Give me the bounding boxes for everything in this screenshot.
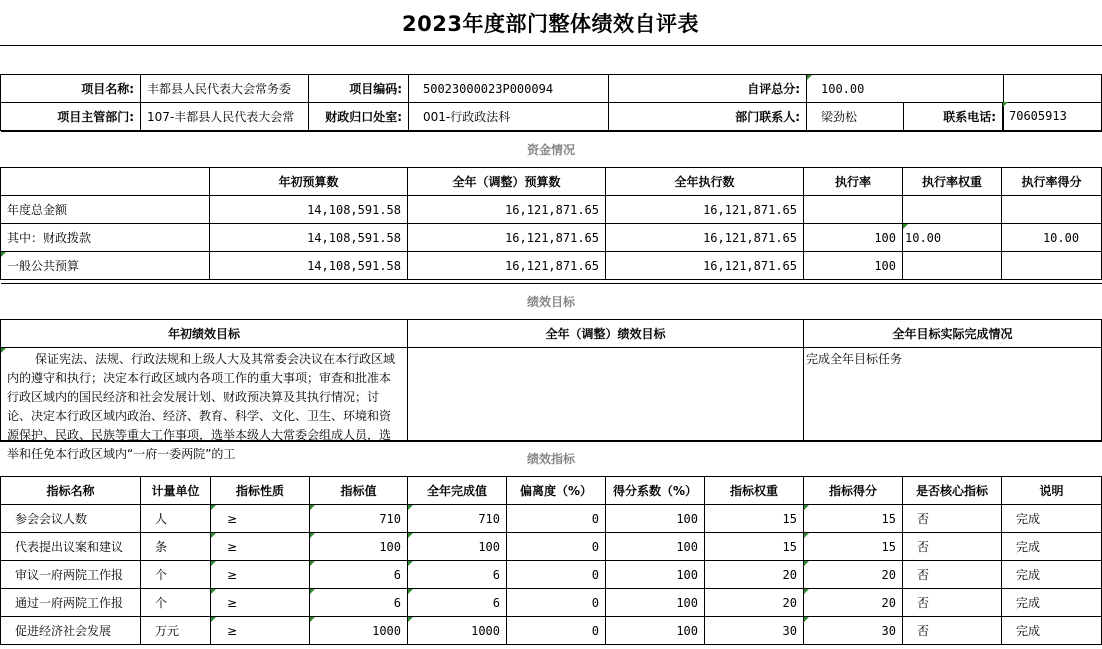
funds-row-label: 年度总金额 [1, 196, 210, 224]
page-title: 2023年度部门整体绩效自评表 [0, 0, 1101, 46]
funds-adjusted-cell[interactable]: 16,121,871.65 [408, 196, 606, 224]
indicator-weight[interactable]: 20 [705, 589, 804, 617]
indicator-coefficient[interactable]: 100 [606, 589, 705, 617]
funds-executed-cell[interactable]: 16,121,871.65 [606, 252, 804, 280]
indicator-value[interactable]: 1000 [310, 617, 408, 645]
self-score-label: 自评总分: [609, 75, 807, 103]
funds-header-weight: 执行率权重 [903, 168, 1002, 196]
indicator-done[interactable]: 6 [408, 589, 507, 617]
indicator-name[interactable]: 审议一府两院工作报 [1, 561, 141, 589]
indicator-name[interactable]: 代表提出议案和建议 [1, 533, 141, 561]
table-row [1, 533, 1102, 561]
project-code-label: 项目编码: [309, 75, 409, 103]
indicator-name[interactable]: 促进经济社会发展 [1, 617, 141, 645]
project-name-label: 项目名称: [1, 75, 141, 103]
funds-executed-cell[interactable]: 16,121,871.65 [606, 224, 804, 252]
ind-header-name: 指标名称 [1, 477, 141, 505]
indicator-nature[interactable]: ≥ [211, 617, 310, 645]
indicator-nature[interactable]: ≥ [211, 505, 310, 533]
self-score-value[interactable]: 100.00 [807, 75, 1004, 103]
indicator-unit[interactable]: 个 [141, 561, 211, 589]
indicator-deviation[interactable]: 0 [507, 505, 606, 533]
funds-rate-cell[interactable]: 100 [804, 252, 903, 280]
indicator-coefficient[interactable]: 100 [606, 561, 705, 589]
funds-weight-cell[interactable] [903, 196, 1002, 224]
indicator-score[interactable]: 15 [804, 533, 903, 561]
ind-header-nature: 指标性质 [211, 477, 310, 505]
funds-initial-cell[interactable]: 14,108,591.58 [210, 252, 408, 280]
indicator-note[interactable]: 完成 [1002, 533, 1102, 561]
indicator-score[interactable]: 20 [804, 589, 903, 617]
indicator-nature[interactable]: ≥ [211, 533, 310, 561]
table-row [1, 589, 1102, 617]
indicator-weight[interactable]: 30 [705, 617, 804, 645]
dept-label: 项目主管部门: [1, 103, 141, 131]
initial-goal-text[interactable] [1, 348, 408, 461]
indicator-value[interactable]: 6 [310, 589, 408, 617]
ind-header-note: 说明 [1002, 477, 1102, 505]
indicator-core[interactable]: 否 [903, 533, 1002, 561]
ind-header-unit: 计量单位 [141, 477, 211, 505]
project-name-value[interactable]: 丰都县人民代表大会常务委 [141, 75, 309, 103]
funds-adjusted-cell[interactable]: 16,121,871.65 [408, 252, 606, 280]
indicator-weight[interactable]: 20 [705, 561, 804, 589]
indicators-section-title: 绩效指标 [1, 441, 1102, 477]
empty-cell [1004, 75, 1102, 103]
goals-header-actual: 全年目标实际完成情况 [804, 320, 1102, 348]
adjusted-goal-text[interactable] [408, 348, 804, 442]
indicator-unit[interactable]: 人 [141, 505, 211, 533]
indicators-table [0, 440, 1102, 645]
funds-executed-cell[interactable]: 16,121,871.65 [606, 196, 804, 224]
funds-score-cell[interactable] [1002, 252, 1102, 280]
ind-header-coefficient: 得分系数（%） [606, 477, 705, 505]
indicator-note[interactable]: 完成 [1002, 561, 1102, 589]
blank-row [1, 46, 1102, 75]
indicator-score[interactable]: 15 [804, 505, 903, 533]
indicator-note[interactable]: 完成 [1002, 589, 1102, 617]
goals-section-title: 绩效目标 [1, 284, 1102, 320]
indicator-deviation[interactable]: 0 [507, 533, 606, 561]
funds-initial-cell[interactable]: 14,108,591.58 [210, 196, 408, 224]
indicator-done[interactable]: 710 [408, 505, 507, 533]
ind-header-deviation: 偏离度（%） [507, 477, 606, 505]
indicator-core[interactable]: 否 [903, 561, 1002, 589]
goals-header-adjusted: 全年（调整）绩效目标 [408, 320, 804, 348]
indicator-value[interactable]: 6 [310, 561, 408, 589]
indicator-value[interactable]: 100 [310, 533, 408, 561]
funds-table [0, 131, 1102, 280]
indicator-core[interactable]: 否 [903, 617, 1002, 645]
table-row [1, 561, 1102, 589]
funds-header-score: 执行率得分 [1002, 168, 1102, 196]
indicator-value[interactable]: 710 [310, 505, 408, 533]
funds-weight-cell[interactable]: 10.00 [903, 224, 1002, 252]
funds-header-initial: 年初预算数 [210, 168, 408, 196]
indicator-core[interactable]: 否 [903, 505, 1002, 533]
indicator-note[interactable]: 完成 [1002, 505, 1102, 533]
indicator-name[interactable]: 参会会议人数 [1, 505, 141, 533]
funds-rate-cell[interactable] [804, 196, 903, 224]
actual-goal-text[interactable]: 完成全年目标任务 [804, 348, 1102, 442]
indicators-body [1, 505, 1102, 645]
funds-initial-cell[interactable]: 14,108,591.58 [210, 224, 408, 252]
funds-header-executed: 全年执行数 [606, 168, 804, 196]
indicator-note[interactable]: 完成 [1002, 617, 1102, 645]
finance-office-label: 财政归口处室: [309, 103, 409, 131]
project-code-value[interactable]: 50023000023P000094 [409, 75, 609, 103]
funds-score-cell[interactable]: 10.00 [1002, 224, 1102, 252]
indicator-score[interactable]: 30 [804, 617, 903, 645]
table-row [1, 505, 1102, 533]
indicator-name[interactable]: 通过一府两院工作报 [1, 589, 141, 617]
goals-header-initial: 年初绩效目标 [1, 320, 408, 348]
ind-header-weight: 指标权重 [705, 477, 804, 505]
dept-value[interactable]: 107-丰都县人民代表大会常 [141, 103, 309, 131]
indicator-unit[interactable]: 个 [141, 589, 211, 617]
indicator-deviation[interactable]: 0 [507, 617, 606, 645]
phone-value[interactable]: 70605913 [1003, 102, 1102, 130]
finance-office-value[interactable]: 001-行政政法科 [409, 103, 609, 131]
funds-header-adjusted: 全年（调整）预算数 [408, 168, 606, 196]
funds-weight-cell[interactable] [903, 252, 1002, 280]
indicator-coefficient[interactable]: 100 [606, 505, 705, 533]
phone-table [903, 102, 1102, 130]
phone-label: 联系电话: [904, 102, 1003, 130]
ind-header-score: 指标得分 [804, 477, 903, 505]
indicator-weight[interactable]: 15 [705, 533, 804, 561]
indicator-deviation[interactable]: 0 [507, 561, 606, 589]
funds-rate-cell[interactable]: 100 [804, 224, 903, 252]
funds-header-rate: 执行率 [804, 168, 903, 196]
funds-section-title: 资金情况 [1, 132, 1102, 168]
ind-header-done: 全年完成值 [408, 477, 507, 505]
indicator-done[interactable]: 1000 [408, 617, 507, 645]
indicator-core[interactable]: 否 [903, 589, 1002, 617]
indicator-nature[interactable]: ≥ [211, 589, 310, 617]
indicator-score[interactable]: 20 [804, 561, 903, 589]
ind-header-value: 指标值 [310, 477, 408, 505]
funds-row-label: 其中：财政拨款 [1, 224, 210, 252]
indicator-unit[interactable]: 万元 [141, 617, 211, 645]
contact-value[interactable]: 梁劲松 [807, 103, 1004, 131]
indicator-coefficient[interactable]: 100 [606, 533, 705, 561]
indicator-done[interactable]: 6 [408, 561, 507, 589]
indicator-nature[interactable]: ≥ [211, 561, 310, 589]
indicator-weight[interactable]: 15 [705, 505, 804, 533]
initial-goal-content: 保证宪法、法规、行政法规和上级人大及其常委会决议在本行政区域内的遵守和执行；决定本行政区域内各项工作的重大事项；审查和批准本行政区域内的国民经济和社会发展计划、财政预决算及其执行情况；讨论、决定本行政区域内政治、经济、教育、科学、文化、卫生、环境和资源保护、民政、民族等重大工作事项，选举本级人大常委会组成人员，选举和任免本行政区域内“一府一委两院”的工 [7, 352, 396, 461]
indicator-deviation[interactable]: 0 [507, 589, 606, 617]
indicator-unit[interactable]: 条 [141, 533, 211, 561]
table-row [1, 617, 1102, 645]
funds-header-blank [1, 168, 210, 196]
funds-row-label: 一般公共预算 [1, 252, 210, 280]
funds-adjusted-cell[interactable]: 16,121,871.65 [408, 224, 606, 252]
ind-header-core: 是否核心指标 [903, 477, 1002, 505]
indicator-done[interactable]: 100 [408, 533, 507, 561]
indicator-coefficient[interactable]: 100 [606, 617, 705, 645]
funds-score-cell[interactable] [1002, 196, 1102, 224]
contact-label: 部门联系人: [609, 103, 807, 131]
